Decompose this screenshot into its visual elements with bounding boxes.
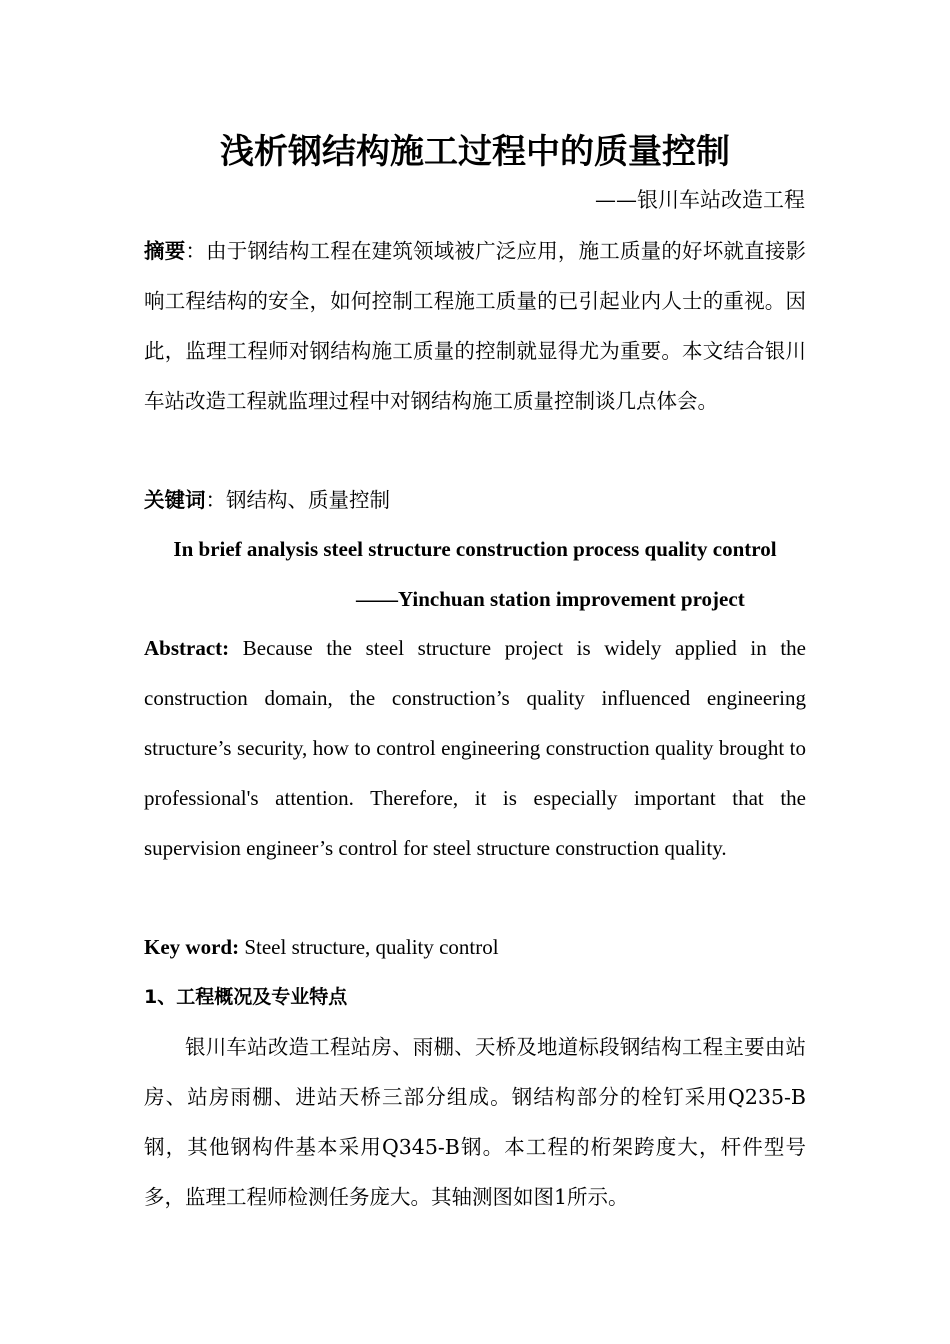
english-subtitle: ——Yinchuan station improvement project [356,587,745,611]
keywords-en-text: Steel structure, quality control [244,935,499,959]
paper-subtitle: ——银川车站改造工程 [595,188,805,212]
keywords-cn-text: 钢结构、质量控制 [226,488,390,512]
abstract-en [144,623,806,873]
abstract-cn [144,226,806,426]
abstract-cn-separator: ： [185,239,207,263]
abstract-en-label: Abstract: [144,636,230,660]
english-title: In brief analysis steel structure construction process quality control [173,537,777,561]
section-1-heading: 1、工程概况及专业特点 [144,986,348,1008]
keywords-en-label: Key word: [144,935,240,959]
section-1-paragraph: 银川车站改造工程站房、雨棚、天桥及地道标段钢结构工程主要由站房、站房雨棚、进站天桥三部分组成。钢结构部分的栓钉采用Q235-B钢，其他钢构件基本采用Q345-B钢。本工程的桁架跨度大，杆件型号多，监理工程师检测任务庞大。其轴测图如图1所示。 [144,1035,806,1209]
abstract-cn-text: 由于钢结构工程在建筑领域被广泛应用，施工质量的好坏就直接影响工程结构的安全，如何控制工程施工质量的已引起业内人士的重视。因此，监理工程师对钢结构施工质量的控制就显得尤为重要。本文结合银川车站改造工程就监理过程中对钢结构施工质量控制谈几点体会。 [144,239,807,413]
keywords-cn [144,475,806,525]
abstract-cn-label: 摘要 [144,239,186,263]
keywords-cn-separator: ： [205,488,226,512]
keywords-cn-label: 关键词 [144,488,206,512]
paper-title: 浅析钢结构施工过程中的质量控制 [220,132,730,172]
keywords-en [144,922,806,972]
abstract-en-text: Because the steel structure project is widely applied in the construction domain, the construction’s quality influenced engineering structure’s security, how to control engineering construction quality brought to professional's attention. Therefore, it is especially important that the supervision engineer’s control for steel structure construction quality. [144,636,806,860]
